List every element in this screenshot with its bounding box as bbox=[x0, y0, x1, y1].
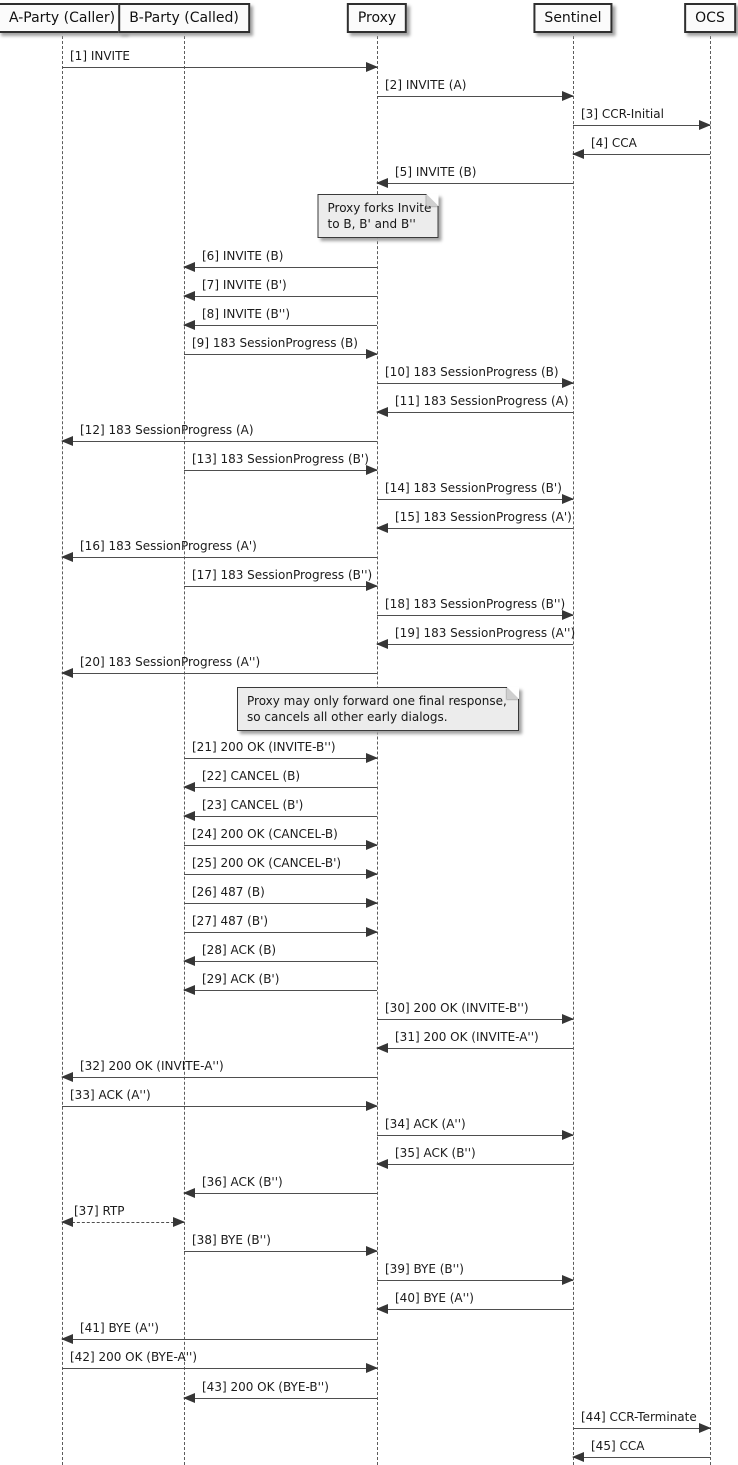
message-27-label: [27] 487 (B') bbox=[192, 914, 269, 928]
arrowhead-right-icon bbox=[366, 62, 378, 72]
message-31-arrow bbox=[377, 1048, 573, 1049]
message-34-arrow bbox=[377, 1135, 573, 1136]
message-10-label: [10] 183 SessionProgress (B) bbox=[385, 365, 559, 379]
message-2-arrow bbox=[377, 96, 573, 97]
message-24-arrow bbox=[184, 845, 377, 846]
note-fold-icon bbox=[427, 194, 439, 206]
arrowhead-right-icon bbox=[562, 1130, 574, 1140]
message-41-label: [41] BYE (A'') bbox=[80, 1321, 159, 1335]
arrowhead-left-icon bbox=[376, 1159, 388, 1169]
message-36-label: [36] ACK (B'') bbox=[202, 1175, 283, 1189]
message-38-label: [38] BYE (B'') bbox=[192, 1233, 271, 1247]
message-37-label: [37] RTP bbox=[74, 1204, 125, 1218]
message-35-arrow bbox=[377, 1164, 573, 1165]
message-39-arrow bbox=[377, 1280, 573, 1281]
message-43-label: [43] 200 OK (BYE-B'') bbox=[202, 1380, 329, 1394]
message-35-label: [35] ACK (B'') bbox=[395, 1146, 476, 1160]
message-8-label: [8] INVITE (B'') bbox=[202, 307, 290, 321]
arrowhead-right-icon bbox=[562, 1014, 574, 1024]
message-22-arrow bbox=[184, 787, 377, 788]
arrowhead-left-icon bbox=[376, 639, 388, 649]
arrowhead-right-icon bbox=[366, 927, 378, 937]
participant-label: B-Party (Called) bbox=[129, 10, 239, 26]
arrowhead-right-icon bbox=[699, 120, 711, 130]
message-45-label: [45] CCA bbox=[591, 1439, 645, 1453]
message-3-label: [3] CCR-Initial bbox=[581, 107, 664, 121]
participant-a bbox=[0, 3, 126, 33]
message-22-label: [22] CANCEL (B) bbox=[202, 769, 301, 783]
message-21-label: [21] 200 OK (INVITE-B'') bbox=[192, 740, 336, 754]
message-28-arrow bbox=[184, 961, 377, 962]
note-line: Proxy may only forward one final response, bbox=[247, 694, 507, 708]
arrowhead-right-icon bbox=[366, 1246, 378, 1256]
message-24-label: [24] 200 OK (CANCEL-B) bbox=[192, 827, 338, 841]
message-6-arrow bbox=[184, 267, 377, 268]
message-14-label: [14] 183 SessionProgress (B') bbox=[385, 481, 562, 495]
message-33-arrow bbox=[62, 1106, 377, 1107]
message-7-label: [7] INVITE (B') bbox=[202, 278, 287, 292]
participant-proxy bbox=[347, 3, 407, 33]
arrowhead-left-icon bbox=[61, 552, 73, 562]
arrowhead-right-icon bbox=[366, 753, 378, 763]
message-37-arrow bbox=[62, 1222, 184, 1223]
message-38-arrow bbox=[184, 1251, 377, 1252]
message-19-arrow bbox=[377, 644, 573, 645]
message-30-arrow bbox=[377, 1019, 573, 1020]
message-4-label: [4] CCA bbox=[591, 136, 637, 150]
message-21-arrow bbox=[184, 758, 377, 759]
message-26-label: [26] 487 (B) bbox=[192, 885, 265, 899]
message-18-arrow bbox=[377, 615, 573, 616]
lifeline-a bbox=[62, 31, 63, 1465]
message-12-arrow bbox=[62, 441, 377, 442]
arrowhead-left-icon bbox=[61, 436, 73, 446]
message-9-arrow bbox=[184, 354, 377, 355]
message-12-label: [12] 183 SessionProgress (A) bbox=[80, 423, 254, 437]
message-42-label: [42] 200 OK (BYE-A'') bbox=[70, 1350, 198, 1364]
lifeline-sentinel bbox=[573, 31, 574, 1465]
fork-note bbox=[318, 194, 439, 238]
arrowhead-left-icon bbox=[183, 811, 195, 821]
message-11-label: [11] 183 SessionProgress (A) bbox=[395, 394, 569, 408]
arrowhead-left-icon bbox=[572, 1452, 584, 1462]
message-43-arrow bbox=[184, 1398, 377, 1399]
note-fold-icon bbox=[507, 687, 519, 699]
message-34-label: [34] ACK (A'') bbox=[385, 1117, 466, 1131]
arrowhead-left-icon bbox=[376, 178, 388, 188]
message-5-label: [5] INVITE (B) bbox=[395, 165, 477, 179]
arrowhead-left-icon bbox=[61, 1072, 73, 1082]
message-19-label: [19] 183 SessionProgress (A'') bbox=[395, 626, 576, 640]
participant-label: OCS bbox=[695, 10, 725, 26]
message-15-label: [15] 183 SessionProgress (A') bbox=[395, 510, 572, 524]
arrowhead-left-icon bbox=[183, 262, 195, 272]
message-29-label: [29] ACK (B') bbox=[202, 972, 280, 986]
message-23-arrow bbox=[184, 816, 377, 817]
arrowhead-right-icon bbox=[562, 494, 574, 504]
message-40-label: [40] BYE (A'') bbox=[395, 1291, 474, 1305]
message-16-arrow bbox=[62, 557, 377, 558]
arrowhead-right-icon bbox=[366, 1101, 378, 1111]
message-26-arrow bbox=[184, 903, 377, 904]
cancel-note bbox=[237, 687, 519, 731]
participant-label: Proxy bbox=[357, 10, 397, 26]
message-10-arrow bbox=[377, 383, 573, 384]
message-17-arrow bbox=[184, 586, 377, 587]
message-3-arrow bbox=[573, 125, 710, 126]
participant-ocs bbox=[684, 3, 736, 33]
message-32-arrow bbox=[62, 1077, 377, 1078]
message-45-arrow bbox=[573, 1457, 710, 1458]
message-41-arrow bbox=[62, 1339, 377, 1340]
arrowhead-left-icon bbox=[572, 149, 584, 159]
note-line: so cancels all other early dialogs. bbox=[247, 710, 448, 724]
message-23-label: [23] CANCEL (B') bbox=[202, 798, 304, 812]
arrowhead-left-icon bbox=[183, 782, 195, 792]
note-line: to B, B' and B'' bbox=[327, 217, 416, 231]
arrowhead-left-icon bbox=[376, 407, 388, 417]
message-44-arrow bbox=[573, 1428, 710, 1429]
arrowhead-left-icon bbox=[183, 1188, 195, 1198]
message-4-arrow bbox=[573, 154, 710, 155]
message-33-label: [33] ACK (A'') bbox=[70, 1088, 151, 1102]
arrowhead-right-icon bbox=[366, 465, 378, 475]
arrowhead-left-icon bbox=[376, 1043, 388, 1053]
message-36-arrow bbox=[184, 1193, 377, 1194]
message-6-label: [6] INVITE (B) bbox=[202, 249, 284, 263]
message-32-label: [32] 200 OK (INVITE-A'') bbox=[80, 1059, 224, 1073]
message-20-arrow bbox=[62, 673, 377, 674]
arrowhead-left-icon bbox=[183, 1393, 195, 1403]
message-42-arrow bbox=[62, 1368, 377, 1369]
message-1-arrow bbox=[62, 67, 377, 68]
message-30-label: [30] 200 OK (INVITE-B'') bbox=[385, 1001, 529, 1015]
message-2-label: [2] INVITE (A) bbox=[385, 78, 467, 92]
message-17-label: [17] 183 SessionProgress (B'') bbox=[192, 568, 373, 582]
message-27-arrow bbox=[184, 932, 377, 933]
arrowhead-right-icon bbox=[366, 1363, 378, 1373]
message-8-arrow bbox=[184, 325, 377, 326]
message-7-arrow bbox=[184, 296, 377, 297]
arrowhead-right-icon bbox=[366, 869, 378, 879]
arrowhead-left-icon bbox=[61, 1334, 73, 1344]
message-16-label: [16] 183 SessionProgress (A') bbox=[80, 539, 257, 553]
message-44-label: [44] CCR-Terminate bbox=[581, 1410, 697, 1424]
arrowhead-right-icon bbox=[366, 349, 378, 359]
message-18-label: [18] 183 SessionProgress (B'') bbox=[385, 597, 566, 611]
message-28-label: [28] ACK (B) bbox=[202, 943, 277, 957]
lifeline-b bbox=[184, 31, 185, 1465]
note-line: Proxy forks Invite bbox=[327, 201, 432, 215]
arrowhead-right-icon bbox=[366, 898, 378, 908]
arrowhead-left-icon bbox=[61, 668, 73, 678]
arrowhead-right-icon bbox=[562, 1275, 574, 1285]
participant-label: A-Party (Caller) bbox=[8, 10, 116, 26]
message-15-arrow bbox=[377, 528, 573, 529]
message-5-arrow bbox=[377, 183, 573, 184]
message-39-label: [39] BYE (B'') bbox=[385, 1262, 464, 1276]
participant-sentinel bbox=[533, 3, 612, 33]
message-1-label: [1] INVITE bbox=[70, 49, 130, 63]
arrowhead-right-icon bbox=[699, 1423, 711, 1433]
arrowhead-left-icon bbox=[183, 985, 195, 995]
arrowhead-right-icon bbox=[562, 91, 574, 101]
message-11-arrow bbox=[377, 412, 573, 413]
message-13-label: [13] 183 SessionProgress (B') bbox=[192, 452, 369, 466]
arrowhead-left-icon bbox=[376, 1304, 388, 1314]
message-31-label: [31] 200 OK (INVITE-A'') bbox=[395, 1030, 539, 1044]
arrowhead-left-icon bbox=[183, 291, 195, 301]
message-14-arrow bbox=[377, 499, 573, 500]
message-29-arrow bbox=[184, 990, 377, 991]
arrowhead-right-icon bbox=[562, 610, 574, 620]
arrowhead-right-icon bbox=[562, 378, 574, 388]
message-40-arrow bbox=[377, 1309, 573, 1310]
participant-b bbox=[118, 3, 250, 33]
message-13-arrow bbox=[184, 470, 377, 471]
arrowhead-right-icon bbox=[366, 581, 378, 591]
arrowhead-left-icon bbox=[376, 523, 388, 533]
arrowhead-right-icon bbox=[366, 840, 378, 850]
arrowhead-left-icon bbox=[183, 320, 195, 330]
message-9-label: [9] 183 SessionProgress (B) bbox=[192, 336, 358, 350]
arrowhead-right-icon bbox=[173, 1217, 185, 1227]
participant-label: Sentinel bbox=[544, 10, 602, 26]
arrowhead-left-icon bbox=[61, 1217, 73, 1227]
lifeline-ocs bbox=[710, 31, 711, 1465]
message-25-arrow bbox=[184, 874, 377, 875]
message-20-label: [20] 183 SessionProgress (A'') bbox=[80, 655, 261, 669]
message-25-label: [25] 200 OK (CANCEL-B') bbox=[192, 856, 342, 870]
arrowhead-left-icon bbox=[183, 956, 195, 966]
